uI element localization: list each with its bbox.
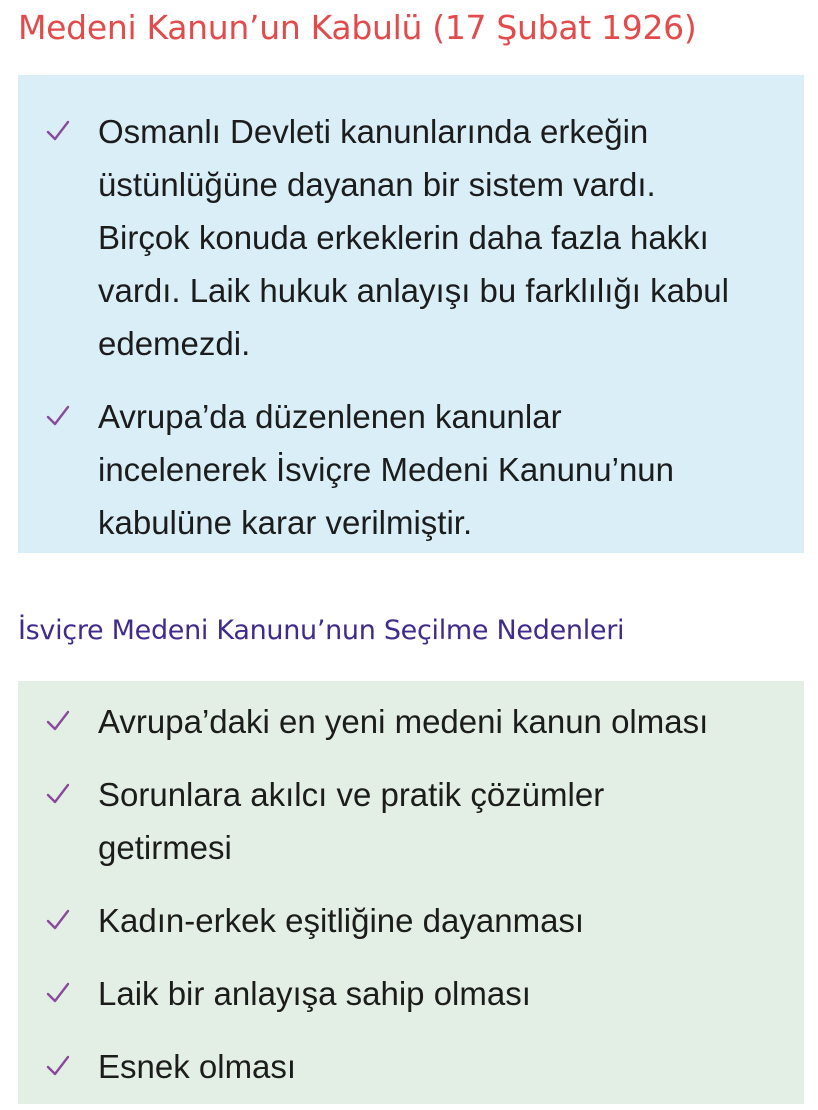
section-1-panel xyxy=(18,75,804,553)
section-2-title: İsviçre Medeni Kanunu’nun Seçilme Nedenleri xyxy=(18,615,625,646)
check-icon xyxy=(46,709,70,733)
list-item-line: Osmanlı Devleti kanunlarında erkeğin xyxy=(98,113,649,150)
check-icon xyxy=(46,119,70,143)
list-item xyxy=(46,105,794,370)
list-item-line: getirmesi xyxy=(98,829,232,866)
section-2-list xyxy=(46,695,794,1093)
list-item-line: kabulüne karar verilmiştir. xyxy=(98,504,473,541)
check-icon xyxy=(46,404,70,428)
list-item xyxy=(46,967,794,1020)
list-item-line: Esnek olması xyxy=(98,1048,297,1085)
list-item-line: üstünlüğüne dayanan bir sistem vardı. xyxy=(98,166,656,203)
list-item-line: Sorunlara akılcı ve pratik çözümler xyxy=(98,776,605,813)
check-icon xyxy=(46,981,70,1005)
check-icon xyxy=(46,1054,70,1078)
list-item-line: edemezdi. xyxy=(98,325,251,362)
list-item-line: Avrupa’daki en yeni medeni kanun olması xyxy=(98,703,709,740)
list-item-line: Avrupa’da düzenlenen kanunlar xyxy=(98,398,562,435)
list-item-line: vardı. Laik hukuk anlayışı bu farklılığı kabul xyxy=(98,272,729,309)
check-icon xyxy=(46,908,70,932)
section-1-title: Medeni Kanun’un Kabulü (17 Şubat 1926) xyxy=(18,8,697,47)
list-item xyxy=(46,768,794,874)
list-item-line: Laik bir anlayışa sahip olması xyxy=(98,975,531,1012)
list-item-line: Birçok konuda erkeklerin daha fazla hakkı xyxy=(98,219,709,256)
list-item xyxy=(46,695,794,748)
list-item-line: incelenerek İsviçre Medeni Kanunu’nun xyxy=(98,451,675,488)
list-item-line: Kadın-erkek eşitliğine dayanması xyxy=(98,902,585,939)
check-icon xyxy=(46,782,70,806)
list-item xyxy=(46,894,794,947)
section-1-list xyxy=(46,105,794,549)
list-item xyxy=(46,390,794,549)
list-item xyxy=(46,1040,794,1093)
section-2-panel xyxy=(18,681,804,1104)
